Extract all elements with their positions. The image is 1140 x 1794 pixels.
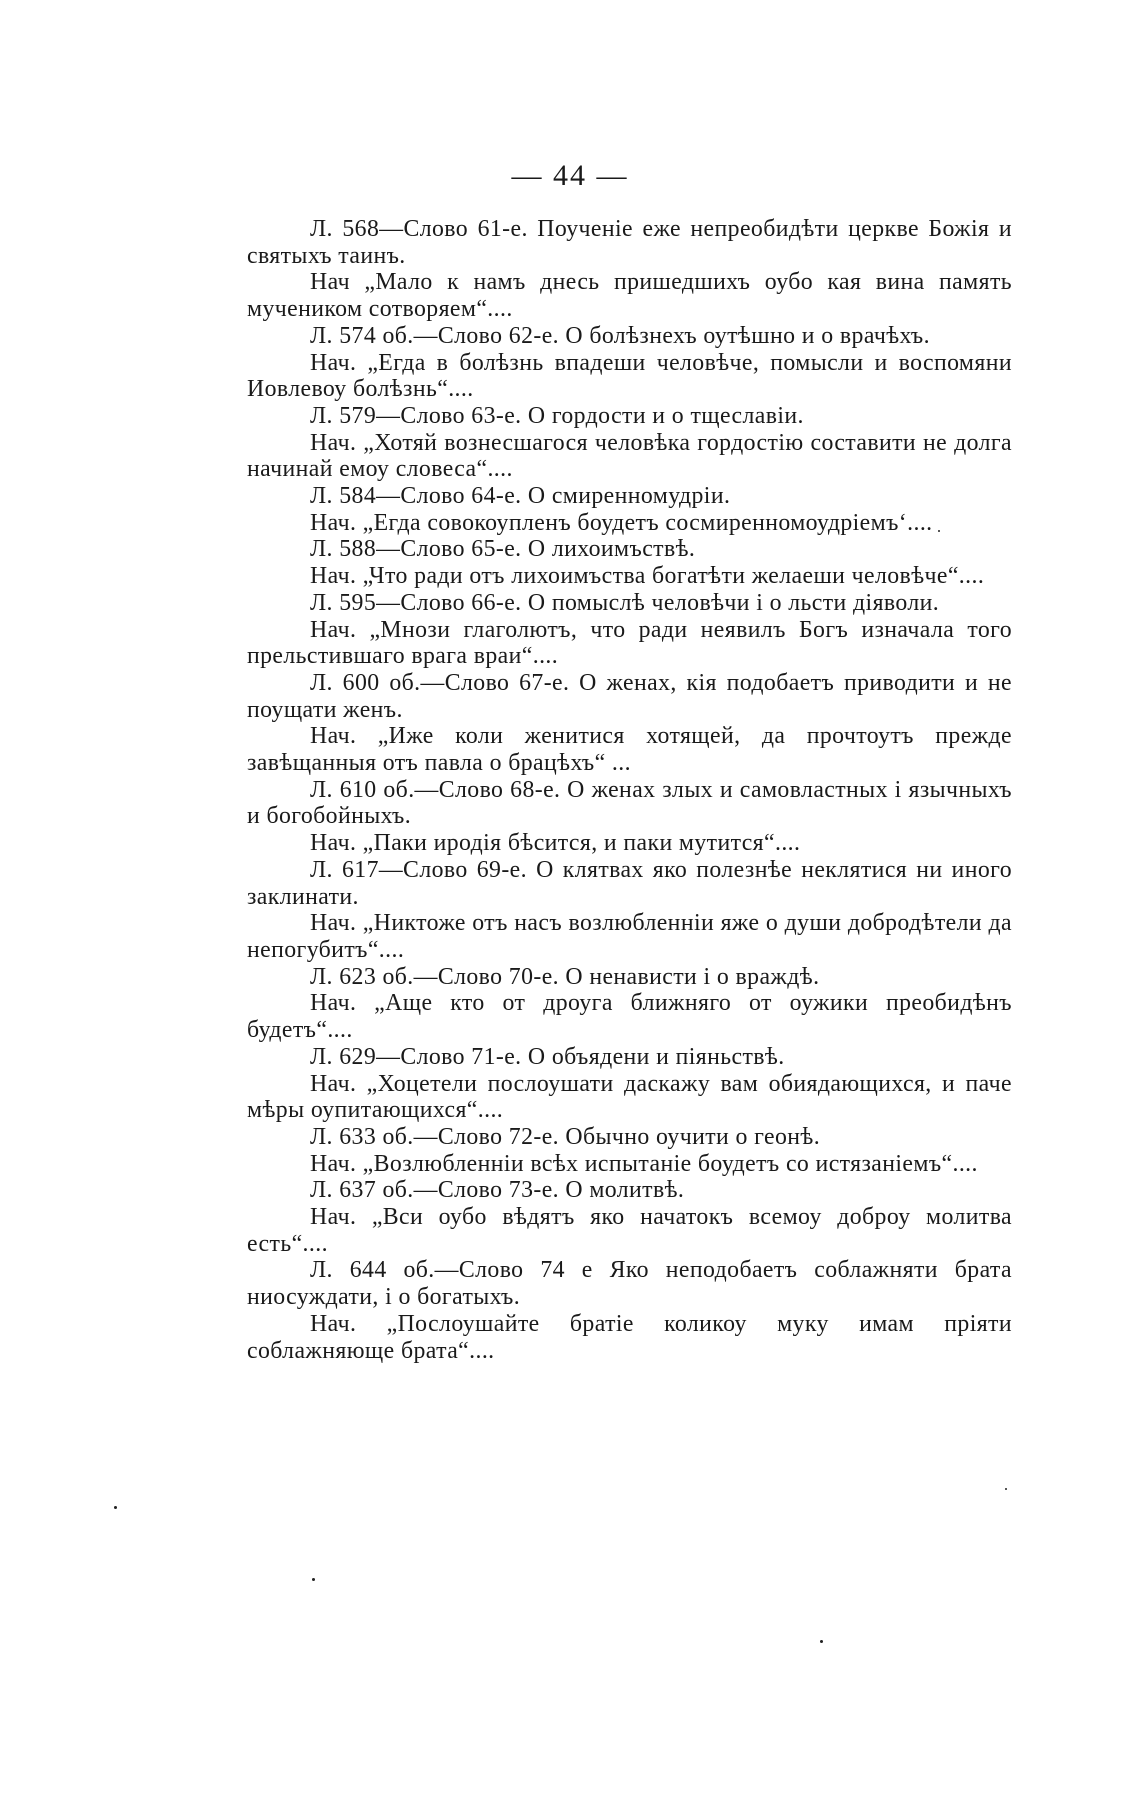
entry-heading: Л. 579—Слово 63-е. О гордости и о тщеславіи. — [310, 402, 804, 429]
page-number: — 44 — — [511, 159, 629, 192]
entry-incipit: Нач. „Паки иродія бѣсится, и паки мутится“.... — [310, 830, 801, 857]
entry-heading: Л. 629—Слово 71-е. О объядени и піяньствѣ. — [310, 1043, 785, 1070]
entry-incipit: Нач. „Хоцетели послоушати даскажу вам обиядающихся, и паче мѣры оупитающихся“.... — [247, 1070, 1012, 1124]
entry-incipit: Нач. „Возлюбленніи всѣх испытаніе боудетъ со истязаніемъ“.... — [310, 1150, 978, 1177]
entry-heading: Л. 595—Слово 66-е. О помыслѣ человѣчи і о льсти діяволи. — [310, 589, 940, 616]
scan-speck — [312, 1578, 315, 1581]
entry-heading: Л. 633 об.—Слово 72-е. Обычно оучити о геонѣ. — [310, 1123, 821, 1150]
entry-incipit: Нач. „Послоушайте братіе коликоу муку имам пріяти соблажняюще брата“.... — [247, 1310, 1012, 1364]
scan-speck — [820, 1640, 823, 1643]
entry-heading: Л. 623 об.—Слово 70-е. О ненависти і о враждѣ. — [310, 963, 820, 990]
entry-heading: Л. 644 об.—Слово 74 е Яко неподобаетъ соблажняти брата ниосуждати, і о богатыхъ. — [247, 1257, 1012, 1311]
entry-incipit: Нач. „Вси оубо вѣдятъ яко начатокъ всемоу доброу молитва есть“.... — [247, 1204, 1012, 1257]
entry-incipit: Нач. „Мнози глаголютъ, что ради неявилъ Богъ изначала того прельстившаго врага враи“.... — [247, 616, 1012, 670]
entry-incipit: Нач. „Иже коли женитися хотящей, да прочтоутъ прежде завѣщанныя отъ павла о брацѣхъ“ ... — [247, 723, 1012, 777]
entry-incipit: Нач. „Хотяй вознесшагося человѣка гордостію составити не долга начинай емоу словеса“.... — [247, 429, 1012, 483]
entry-heading: Л. 637 об.—Слово 73-е. О молитвѣ. — [310, 1177, 685, 1204]
scan-speck — [938, 530, 940, 532]
entry-incipit: Нач. „Никтоже отъ насъ возлюбленніи яже о души добродѣтели да непогубитъ“.... — [247, 910, 1012, 963]
entry-incipit: Нач. „Аще кто от дроуга ближняго от оужики преобидѣнъ будетъ“.... — [247, 990, 1012, 1044]
catalog-text-block — [247, 216, 1012, 1364]
entry-heading: Л. 600 об.—Слово 67-е. О женах, кія подобаетъ приводити и не поущати женъ. — [247, 669, 1012, 723]
entry-incipit: Нач. „Егда совокоупленъ боудетъ сосмиренномоудріемъ‘.... — [310, 509, 933, 536]
scan-speck — [1005, 1488, 1007, 1490]
entry-incipit: Нач. „Егда в болѣзнь впадеши человѣче, помысли и воспомяни Иовлевоу болѣзнь“.... — [247, 349, 1012, 403]
entry-incipit: Нач „Мало к намъ днесь пришедшихъ оубо кая вина память мучеником сотворяем“.... — [247, 269, 1012, 323]
entry-incipit: Нач. „Что ради отъ лихоимъства богатѣти желаеши человѣче“.... — [310, 563, 985, 590]
entry-heading: Л. 584—Слово 64-е. О смиренномудріи. — [310, 483, 731, 510]
scan-speck — [114, 1506, 117, 1509]
entry-heading: Л. 610 об.—Слово 68-е. О женах злых и самовластных і язычныхъ и богобойныхъ. — [247, 776, 1012, 830]
entry-heading: Л. 588—Слово 65-е. О лихоимъствѣ. — [310, 536, 696, 563]
entry-heading: Л. 568—Слово 61-е. Поученіе еже непреобидѣти церкве Божія и святыхъ таинъ. — [247, 216, 1012, 269]
entry-heading: Л. 617—Слово 69-е. О клятвах яко полезнѣе неклятися ни иного заклинати. — [247, 856, 1012, 910]
entry-heading: Л. 574 об.—Слово 62-е. О болѣзнехъ оутѣшно и о врачѣхъ. — [310, 322, 930, 349]
